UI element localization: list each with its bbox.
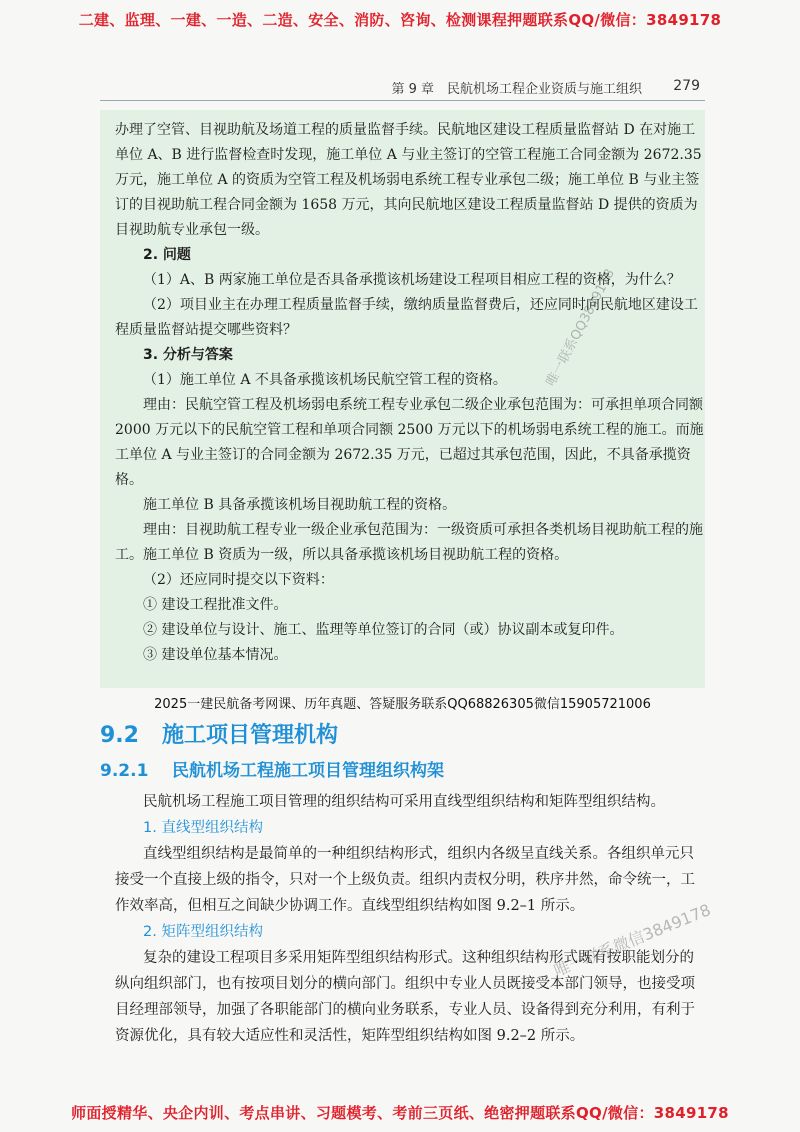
contact-line: 2025一建民航备考网课、历年真题、答疑服务联系QQ68826305微信15905721006: [154, 697, 651, 712]
answer-2: （2）还应同时提交以下资料：: [143, 572, 334, 588]
body-text: [115, 789, 705, 1049]
question-2: （2）项目业主在办理工程质量监督手续，缴纳质量监督费后，还应同时向民航地区建设工程质量监督站提交哪些资料？: [115, 297, 698, 338]
section-heading: [100, 718, 338, 749]
case-background: 办理了空管、目视助航及场道工程的质量监督手续。民航地区建设工程质量监督站 D 在对施工单位 A、B 进行监督检查时发现，施工单位 A 与业主签订的空管工程施工合同金额为 2672.35 万元，施工单位 A 的资质为空管工程及机场弱电系统工程专业承包二级；施工单位 B 与业主签订的目视助航工程合同金额为 1658 万元，其向民航地区建设工程质量监督站 D 提供的资质为目视助航专业承包一级。: [115, 122, 702, 238]
running-header: [100, 76, 700, 100]
linear-paragraph: 直线型组织结构是最简单的一种组织结构形式，组织内各级呈直线关系。各组织单元只接受一个直接上级的指令，只对一个上级负责。组织内责权分明，秩序井然，命令统一，工作效率高，但相互之间缺少协调工作。直线型组织结构如图 9.2–1 所示。: [115, 846, 695, 914]
section-number: 9.2: [100, 723, 139, 748]
answer-1b-reason: 理由：目视助航工程专业一级企业承包范围为：一级资质可承担各类机场目视助航工程的施工。施工单位 B 资质为一级，所以具备承揽该机场目视助航工程的资格。: [115, 522, 703, 563]
subsection-number: 9.2.1: [100, 761, 149, 781]
matrix-paragraph: 复杂的建设工程项目多采用矩阵型组织结构形式。这种组织结构形式既有按职能划分的纵向组织部门，也有按项目划分的横向部门。组织中专业人员既接受本部门领导，也接受项目经理部领导，加强了各职能部门的横向业务联系，专业人员、设备得到充分利用，有利于资源优化，具有较大适应性和灵活性，矩阵型组织结构如图 9.2–2 所示。: [115, 950, 695, 1044]
case-study-text: [115, 118, 705, 668]
answer-1: （1）施工单位 A 不具备承揽该机场民航空管工程的资格。: [143, 372, 507, 388]
header-rule: [100, 100, 705, 101]
page-number: 279: [673, 78, 700, 94]
watermark: 唯一联系微信3849178: [551, 900, 714, 981]
bottom-ad-banner: 师面授精华、央企内训、考点串讲、习题模考、考前三页纸、绝密押题联系QQ/微信：3849178: [71, 1104, 729, 1122]
watermark: 唯一联系QQ3849178: [543, 266, 618, 389]
subsection-title: 民航机场工程施工项目管理组织构架: [172, 761, 444, 781]
answer-2-item: ① 建设工程批准文件。: [143, 597, 288, 613]
answer-1-reason: 理由：民航空管工程及机场弱电系统工程专业承包二级企业承包范围为：可承担单项合同额 2000 万元以下的民航空管工程和单项合同额 2500 万元以下的机场弱电系统工程的施工。而施工单位 A 与业主签订的合同金额为 2672.35 万元，已超过其承包范围，因此，不具备承揽资格。: [115, 397, 704, 488]
section-title: 施工项目管理机构: [162, 723, 339, 748]
answer-2-item: ③ 建设单位基本情况。: [143, 647, 288, 663]
intro-paragraph: 民航机场工程施工项目管理的组织结构可采用直线型组织结构和矩阵型组织结构。: [143, 794, 665, 810]
question-heading: 2. 问题: [143, 247, 191, 263]
subsection-heading: [100, 756, 444, 781]
subheading-linear: 1. 直线型组织结构: [143, 820, 263, 836]
answer-1b: 施工单位 B 具备承揽该机场目视助航工程的资格。: [143, 497, 457, 513]
subheading-matrix: 2. 矩阵型组织结构: [143, 924, 263, 940]
answer-heading: 3. 分析与答案: [143, 347, 233, 363]
answer-2-item: ② 建设单位与设计、施工、监理等单位签订的合同（或）协议副本或复印件。: [143, 622, 624, 638]
question-1: （1）A、B 两家施工单位是否具备承揽该机场建设工程项目相应工程的资格，为什么？: [143, 272, 681, 288]
top-ad-banner: 二建、监理、一建、一造、二造、安全、消防、咨询、检测课程押题联系QQ/微信：3849178: [78, 11, 722, 29]
chapter-title: 第 9 章 民航机场工程企业资质与施工组织: [391, 82, 642, 97]
